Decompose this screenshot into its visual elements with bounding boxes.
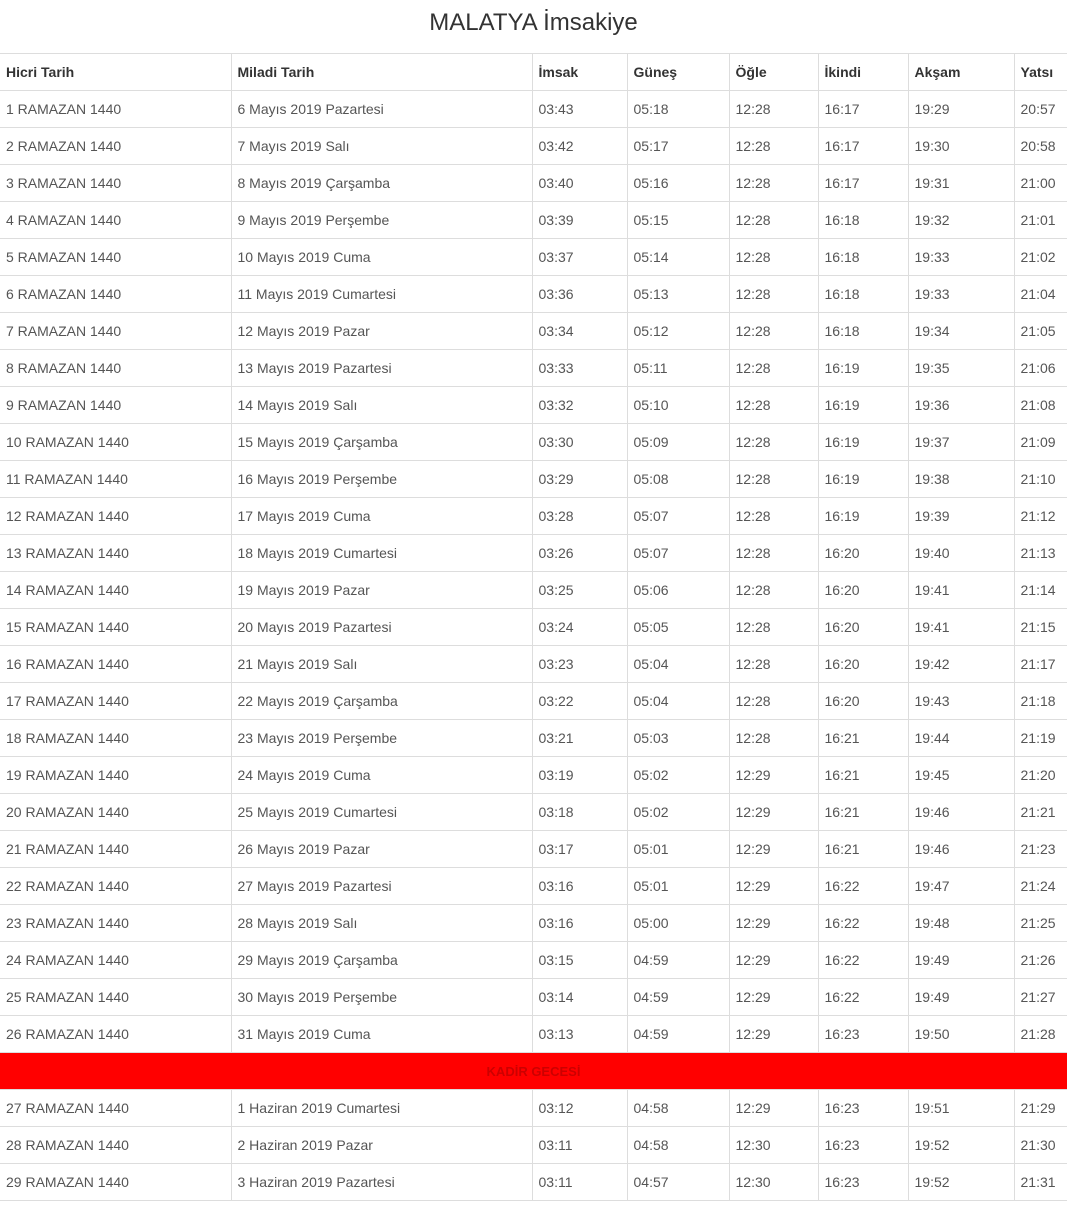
aksam-cell: 19:44 (908, 720, 1014, 757)
ogle-cell: 12:28 (729, 313, 818, 350)
imsak-cell: 03:11 (532, 1164, 627, 1201)
miladi-tarih-cell: 28 Mayıs 2019 Salı (231, 905, 532, 942)
ogle-cell: 12:29 (729, 1090, 818, 1127)
hicri-tarih-cell: 10 RAMAZAN 1440 (0, 424, 231, 461)
ikindi-cell: 16:17 (818, 165, 908, 202)
ikindi-cell: 16:21 (818, 831, 908, 868)
hicri-tarih-cell: 1 RAMAZAN 1440 (0, 91, 231, 128)
gunes-cell: 05:17 (627, 128, 729, 165)
miladi-tarih-cell: 29 Mayıs 2019 Çarşamba (231, 942, 532, 979)
yatsi-cell: 20:57 (1014, 91, 1067, 128)
ogle-cell: 12:29 (729, 979, 818, 1016)
yatsi-cell: 21:27 (1014, 979, 1067, 1016)
hicri-tarih-cell: 3 RAMAZAN 1440 (0, 165, 231, 202)
table-row (0, 91, 1067, 128)
ikindi-cell: 16:23 (818, 1164, 908, 1201)
kadir-gecesi-row (0, 1053, 1067, 1090)
ogle-cell: 12:29 (729, 868, 818, 905)
miladi-tarih-cell: 24 Mayıs 2019 Cuma (231, 757, 532, 794)
yatsi-cell: 21:00 (1014, 165, 1067, 202)
table-row (0, 646, 1067, 683)
hicri-tarih-cell: 23 RAMAZAN 1440 (0, 905, 231, 942)
yatsi-cell: 21:06 (1014, 350, 1067, 387)
imsak-cell: 03:39 (532, 202, 627, 239)
gunes-cell: 04:58 (627, 1127, 729, 1164)
aksam-cell: 19:31 (908, 165, 1014, 202)
table-row (0, 1164, 1067, 1201)
miladi-tarih-cell: 2 Haziran 2019 Pazar (231, 1127, 532, 1164)
gunes-cell: 05:02 (627, 757, 729, 794)
aksam-cell: 19:46 (908, 831, 1014, 868)
hicri-tarih-cell: 28 RAMAZAN 1440 (0, 1127, 231, 1164)
hicri-tarih-cell: 4 RAMAZAN 1440 (0, 202, 231, 239)
miladi-tarih-cell: 31 Mayıs 2019 Cuma (231, 1016, 532, 1053)
table-row (0, 535, 1067, 572)
ogle-cell: 12:28 (729, 683, 818, 720)
gunes-cell: 05:08 (627, 461, 729, 498)
table-row (0, 1127, 1067, 1164)
aksam-cell: 19:34 (908, 313, 1014, 350)
miladi-tarih-cell: 18 Mayıs 2019 Cumartesi (231, 535, 532, 572)
gunes-cell: 04:58 (627, 1090, 729, 1127)
hicri-tarih-cell: 9 RAMAZAN 1440 (0, 387, 231, 424)
ogle-cell: 12:28 (729, 91, 818, 128)
aksam-cell: 19:38 (908, 461, 1014, 498)
yatsi-cell: 21:30 (1014, 1127, 1067, 1164)
ogle-cell: 12:30 (729, 1127, 818, 1164)
table-row (0, 461, 1067, 498)
ikindi-cell: 16:20 (818, 609, 908, 646)
imsak-cell: 03:18 (532, 794, 627, 831)
ogle-cell: 12:28 (729, 387, 818, 424)
ogle-cell: 12:29 (729, 942, 818, 979)
hicri-tarih-cell: 29 RAMAZAN 1440 (0, 1164, 231, 1201)
hicri-tarih-cell: 2 RAMAZAN 1440 (0, 128, 231, 165)
imsak-cell: 03:14 (532, 979, 627, 1016)
miladi-tarih-cell: 16 Mayıs 2019 Perşembe (231, 461, 532, 498)
table-row (0, 757, 1067, 794)
header-gunes: Güneş (627, 54, 729, 91)
imsak-cell: 03:37 (532, 239, 627, 276)
yatsi-cell: 21:01 (1014, 202, 1067, 239)
aksam-cell: 19:36 (908, 387, 1014, 424)
hicri-tarih-cell: 8 RAMAZAN 1440 (0, 350, 231, 387)
aksam-cell: 19:41 (908, 572, 1014, 609)
ikindi-cell: 16:17 (818, 128, 908, 165)
table-row (0, 387, 1067, 424)
table-row (0, 572, 1067, 609)
ogle-cell: 12:29 (729, 794, 818, 831)
ikindi-cell: 16:20 (818, 535, 908, 572)
yatsi-cell: 21:20 (1014, 757, 1067, 794)
hicri-tarih-cell: 5 RAMAZAN 1440 (0, 239, 231, 276)
gunes-cell: 05:11 (627, 350, 729, 387)
ogle-cell: 12:28 (729, 609, 818, 646)
hicri-tarih-cell: 26 RAMAZAN 1440 (0, 1016, 231, 1053)
ogle-cell: 12:28 (729, 128, 818, 165)
yatsi-cell: 21:17 (1014, 646, 1067, 683)
miladi-tarih-cell: 17 Mayıs 2019 Cuma (231, 498, 532, 535)
ikindi-cell: 16:19 (818, 498, 908, 535)
aksam-cell: 19:35 (908, 350, 1014, 387)
yatsi-cell: 21:14 (1014, 572, 1067, 609)
yatsi-cell: 21:24 (1014, 868, 1067, 905)
table-row (0, 794, 1067, 831)
imsak-cell: 03:23 (532, 646, 627, 683)
ikindi-cell: 16:22 (818, 905, 908, 942)
ikindi-cell: 16:22 (818, 868, 908, 905)
ogle-cell: 12:28 (729, 165, 818, 202)
ikindi-cell: 16:22 (818, 979, 908, 1016)
aksam-cell: 19:29 (908, 91, 1014, 128)
imsak-cell: 03:33 (532, 350, 627, 387)
imsak-cell: 03:19 (532, 757, 627, 794)
gunes-cell: 05:12 (627, 313, 729, 350)
gunes-cell: 05:01 (627, 868, 729, 905)
imsak-cell: 03:40 (532, 165, 627, 202)
table-row (0, 424, 1067, 461)
hicri-tarih-cell: 13 RAMAZAN 1440 (0, 535, 231, 572)
ikindi-cell: 16:18 (818, 276, 908, 313)
miladi-tarih-cell: 20 Mayıs 2019 Pazartesi (231, 609, 532, 646)
gunes-cell: 05:04 (627, 646, 729, 683)
gunes-cell: 05:15 (627, 202, 729, 239)
yatsi-cell: 21:02 (1014, 239, 1067, 276)
miladi-tarih-cell: 7 Mayıs 2019 Salı (231, 128, 532, 165)
table-row (0, 942, 1067, 979)
imsakiye-table (0, 53, 1067, 1201)
ikindi-cell: 16:23 (818, 1090, 908, 1127)
table-row (0, 683, 1067, 720)
ikindi-cell: 16:17 (818, 91, 908, 128)
hicri-tarih-cell: 12 RAMAZAN 1440 (0, 498, 231, 535)
imsak-cell: 03:36 (532, 276, 627, 313)
miladi-tarih-cell: 19 Mayıs 2019 Pazar (231, 572, 532, 609)
hicri-tarih-cell: 21 RAMAZAN 1440 (0, 831, 231, 868)
gunes-cell: 05:07 (627, 535, 729, 572)
aksam-cell: 19:37 (908, 424, 1014, 461)
aksam-cell: 19:40 (908, 535, 1014, 572)
ikindi-cell: 16:19 (818, 387, 908, 424)
imsak-cell: 03:30 (532, 424, 627, 461)
miladi-tarih-cell: 12 Mayıs 2019 Pazar (231, 313, 532, 350)
yatsi-cell: 21:26 (1014, 942, 1067, 979)
aksam-cell: 19:43 (908, 683, 1014, 720)
table-row (0, 165, 1067, 202)
miladi-tarih-cell: 22 Mayıs 2019 Çarşamba (231, 683, 532, 720)
header-aksam: Akşam (908, 54, 1014, 91)
aksam-cell: 19:42 (908, 646, 1014, 683)
yatsi-cell: 21:13 (1014, 535, 1067, 572)
table-row (0, 276, 1067, 313)
aksam-cell: 19:49 (908, 979, 1014, 1016)
aksam-cell: 19:52 (908, 1127, 1014, 1164)
miladi-tarih-cell: 27 Mayıs 2019 Pazartesi (231, 868, 532, 905)
miladi-tarih-cell: 25 Mayıs 2019 Cumartesi (231, 794, 532, 831)
header-imsak: İmsak (532, 54, 627, 91)
gunes-cell: 05:09 (627, 424, 729, 461)
gunes-cell: 05:01 (627, 831, 729, 868)
miladi-tarih-cell: 8 Mayıs 2019 Çarşamba (231, 165, 532, 202)
aksam-cell: 19:41 (908, 609, 1014, 646)
hicri-tarih-cell: 27 RAMAZAN 1440 (0, 1090, 231, 1127)
miladi-tarih-cell: 9 Mayıs 2019 Perşembe (231, 202, 532, 239)
hicri-tarih-cell: 16 RAMAZAN 1440 (0, 646, 231, 683)
gunes-cell: 05:04 (627, 683, 729, 720)
ikindi-cell: 16:20 (818, 683, 908, 720)
table-row (0, 1016, 1067, 1053)
ikindi-cell: 16:22 (818, 942, 908, 979)
ogle-cell: 12:28 (729, 424, 818, 461)
yatsi-cell: 21:10 (1014, 461, 1067, 498)
gunes-cell: 05:13 (627, 276, 729, 313)
imsak-cell: 03:11 (532, 1127, 627, 1164)
aksam-cell: 19:33 (908, 239, 1014, 276)
yatsi-cell: 21:08 (1014, 387, 1067, 424)
aksam-cell: 19:46 (908, 794, 1014, 831)
gunes-cell: 05:16 (627, 165, 729, 202)
hicri-tarih-cell: 22 RAMAZAN 1440 (0, 868, 231, 905)
ogle-cell: 12:28 (729, 350, 818, 387)
ikindi-cell: 16:20 (818, 572, 908, 609)
imsak-cell: 03:43 (532, 91, 627, 128)
imsak-cell: 03:13 (532, 1016, 627, 1053)
yatsi-cell: 21:19 (1014, 720, 1067, 757)
miladi-tarih-cell: 23 Mayıs 2019 Perşembe (231, 720, 532, 757)
table-row (0, 831, 1067, 868)
gunes-cell: 04:57 (627, 1164, 729, 1201)
ogle-cell: 12:28 (729, 572, 818, 609)
yatsi-cell: 20:58 (1014, 128, 1067, 165)
header-hicri-tarih: Hicri Tarih (0, 54, 231, 91)
miladi-tarih-cell: 3 Haziran 2019 Pazartesi (231, 1164, 532, 1201)
gunes-cell: 05:18 (627, 91, 729, 128)
miladi-tarih-cell: 15 Mayıs 2019 Çarşamba (231, 424, 532, 461)
imsak-cell: 03:25 (532, 572, 627, 609)
yatsi-cell: 21:09 (1014, 424, 1067, 461)
gunes-cell: 05:02 (627, 794, 729, 831)
gunes-cell: 05:03 (627, 720, 729, 757)
table-header-row (0, 54, 1067, 91)
hicri-tarih-cell: 24 RAMAZAN 1440 (0, 942, 231, 979)
imsak-cell: 03:32 (532, 387, 627, 424)
miladi-tarih-cell: 14 Mayıs 2019 Salı (231, 387, 532, 424)
table-row (0, 1090, 1067, 1127)
ogle-cell: 12:28 (729, 239, 818, 276)
ogle-cell: 12:29 (729, 1016, 818, 1053)
imsak-cell: 03:17 (532, 831, 627, 868)
imsak-cell: 03:26 (532, 535, 627, 572)
ikindi-cell: 16:23 (818, 1016, 908, 1053)
table-row (0, 202, 1067, 239)
table-row (0, 313, 1067, 350)
ikindi-cell: 16:21 (818, 720, 908, 757)
ogle-cell: 12:30 (729, 1164, 818, 1201)
ikindi-cell: 16:19 (818, 461, 908, 498)
yatsi-cell: 21:18 (1014, 683, 1067, 720)
imsak-cell: 03:22 (532, 683, 627, 720)
ikindi-cell: 16:19 (818, 424, 908, 461)
ikindi-cell: 16:21 (818, 794, 908, 831)
imsak-cell: 03:29 (532, 461, 627, 498)
ikindi-cell: 16:18 (818, 313, 908, 350)
hicri-tarih-cell: 25 RAMAZAN 1440 (0, 979, 231, 1016)
ogle-cell: 12:28 (729, 535, 818, 572)
gunes-cell: 04:59 (627, 942, 729, 979)
ogle-cell: 12:29 (729, 831, 818, 868)
imsak-cell: 03:24 (532, 609, 627, 646)
gunes-cell: 05:10 (627, 387, 729, 424)
table-row (0, 979, 1067, 1016)
miladi-tarih-cell: 1 Haziran 2019 Cumartesi (231, 1090, 532, 1127)
ogle-cell: 12:29 (729, 905, 818, 942)
header-miladi-tarih: Miladi Tarih (231, 54, 532, 91)
ogle-cell: 12:28 (729, 276, 818, 313)
imsak-cell: 03:21 (532, 720, 627, 757)
table-row (0, 498, 1067, 535)
aksam-cell: 19:33 (908, 276, 1014, 313)
miladi-tarih-cell: 21 Mayıs 2019 Salı (231, 646, 532, 683)
yatsi-cell: 21:15 (1014, 609, 1067, 646)
imsak-cell: 03:16 (532, 905, 627, 942)
table-row (0, 868, 1067, 905)
miladi-tarih-cell: 6 Mayıs 2019 Pazartesi (231, 91, 532, 128)
aksam-cell: 19:51 (908, 1090, 1014, 1127)
kadir-gecesi-label: KADİR GECESİ (0, 1053, 1067, 1090)
miladi-tarih-cell: 10 Mayıs 2019 Cuma (231, 239, 532, 276)
gunes-cell: 05:00 (627, 905, 729, 942)
gunes-cell: 04:59 (627, 979, 729, 1016)
aksam-cell: 19:49 (908, 942, 1014, 979)
imsak-cell: 03:28 (532, 498, 627, 535)
hicri-tarih-cell: 6 RAMAZAN 1440 (0, 276, 231, 313)
aksam-cell: 19:50 (908, 1016, 1014, 1053)
page-title: MALATYA İmsakiye (429, 9, 638, 36)
ogle-cell: 12:28 (729, 498, 818, 535)
hicri-tarih-cell: 19 RAMAZAN 1440 (0, 757, 231, 794)
table-row (0, 239, 1067, 276)
gunes-cell: 05:07 (627, 498, 729, 535)
aksam-cell: 19:52 (908, 1164, 1014, 1201)
yatsi-cell: 21:21 (1014, 794, 1067, 831)
aksam-cell: 19:32 (908, 202, 1014, 239)
aksam-cell: 19:48 (908, 905, 1014, 942)
table-body (0, 91, 1067, 1201)
hicri-tarih-cell: 17 RAMAZAN 1440 (0, 683, 231, 720)
ikindi-cell: 16:19 (818, 350, 908, 387)
hicri-tarih-cell: 18 RAMAZAN 1440 (0, 720, 231, 757)
yatsi-cell: 21:04 (1014, 276, 1067, 313)
aksam-cell: 19:45 (908, 757, 1014, 794)
ikindi-cell: 16:18 (818, 202, 908, 239)
imsak-cell: 03:16 (532, 868, 627, 905)
yatsi-cell: 21:12 (1014, 498, 1067, 535)
ogle-cell: 12:29 (729, 757, 818, 794)
hicri-tarih-cell: 7 RAMAZAN 1440 (0, 313, 231, 350)
yatsi-cell: 21:29 (1014, 1090, 1067, 1127)
gunes-cell: 05:05 (627, 609, 729, 646)
hicri-tarih-cell: 14 RAMAZAN 1440 (0, 572, 231, 609)
header-ogle: Öğle (729, 54, 818, 91)
gunes-cell: 04:59 (627, 1016, 729, 1053)
table-row (0, 609, 1067, 646)
miladi-tarih-cell: 11 Mayıs 2019 Cumartesi (231, 276, 532, 313)
ikindi-cell: 16:23 (818, 1127, 908, 1164)
imsak-cell: 03:34 (532, 313, 627, 350)
table-row (0, 905, 1067, 942)
imsak-cell: 03:12 (532, 1090, 627, 1127)
ikindi-cell: 16:21 (818, 757, 908, 794)
table-row (0, 720, 1067, 757)
aksam-cell: 19:30 (908, 128, 1014, 165)
aksam-cell: 19:47 (908, 868, 1014, 905)
gunes-cell: 05:14 (627, 239, 729, 276)
gunes-cell: 05:06 (627, 572, 729, 609)
imsak-cell: 03:42 (532, 128, 627, 165)
table-row (0, 350, 1067, 387)
hicri-tarih-cell: 11 RAMAZAN 1440 (0, 461, 231, 498)
yatsi-cell: 21:25 (1014, 905, 1067, 942)
ogle-cell: 12:28 (729, 202, 818, 239)
ikindi-cell: 16:18 (818, 239, 908, 276)
aksam-cell: 19:39 (908, 498, 1014, 535)
miladi-tarih-cell: 30 Mayıs 2019 Perşembe (231, 979, 532, 1016)
ogle-cell: 12:28 (729, 461, 818, 498)
yatsi-cell: 21:31 (1014, 1164, 1067, 1201)
header-ikindi: İkindi (818, 54, 908, 91)
ikindi-cell: 16:20 (818, 646, 908, 683)
miladi-tarih-cell: 26 Mayıs 2019 Pazar (231, 831, 532, 868)
yatsi-cell: 21:05 (1014, 313, 1067, 350)
imsak-cell: 03:15 (532, 942, 627, 979)
header-yatsi: Yatsı (1014, 54, 1067, 91)
hicri-tarih-cell: 20 RAMAZAN 1440 (0, 794, 231, 831)
yatsi-cell: 21:23 (1014, 831, 1067, 868)
table-row (0, 128, 1067, 165)
yatsi-cell: 21:28 (1014, 1016, 1067, 1053)
ogle-cell: 12:28 (729, 720, 818, 757)
hicri-tarih-cell: 15 RAMAZAN 1440 (0, 609, 231, 646)
ogle-cell: 12:28 (729, 646, 818, 683)
miladi-tarih-cell: 13 Mayıs 2019 Pazartesi (231, 350, 532, 387)
